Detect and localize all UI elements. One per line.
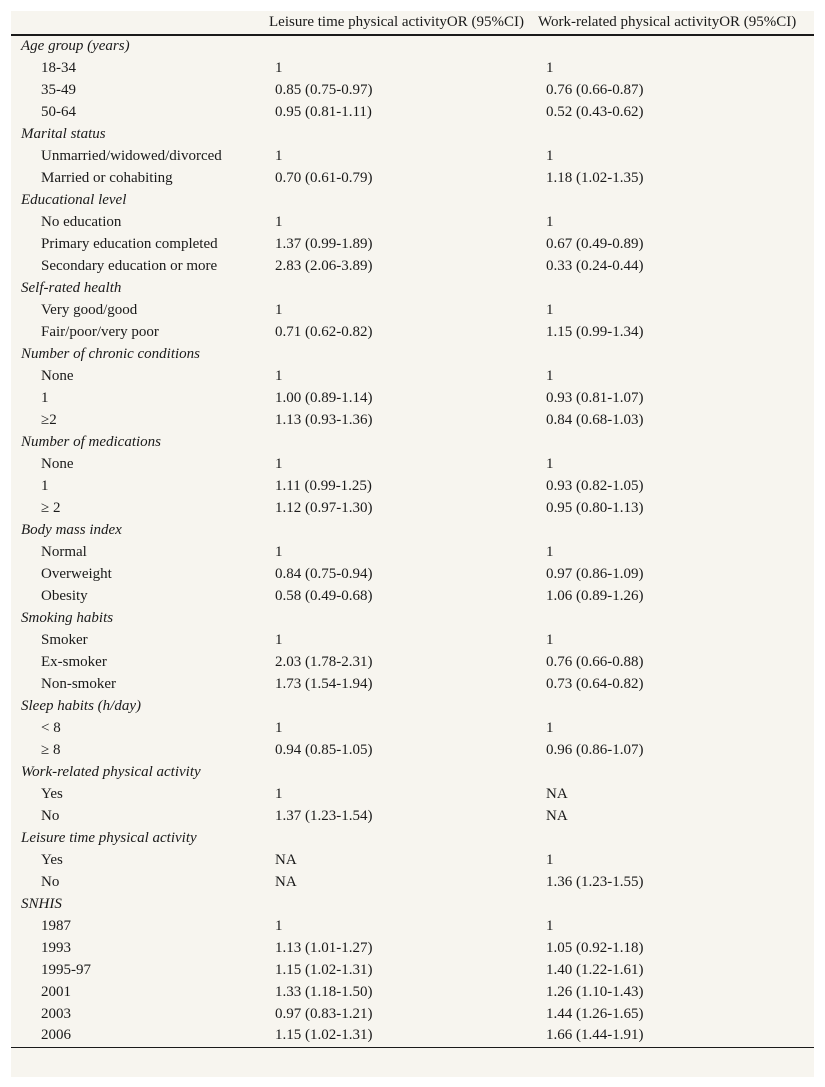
leisure-or-cell: 1 <box>275 543 283 560</box>
leisure-or-cell: 1 <box>275 147 283 164</box>
row-label: 50-64 <box>41 103 76 120</box>
leisure-or-cell: 0.70 (0.61-0.79) <box>275 169 373 186</box>
table-row <box>11 629 814 651</box>
leisure-or-cell: 1.73 (1.54-1.94) <box>275 675 373 692</box>
row-label: Secondary education or more <box>41 257 218 274</box>
work-or-cell: 0.33 (0.24-0.44) <box>546 257 644 274</box>
table-row <box>11 783 814 805</box>
results-table-panel <box>11 11 814 1077</box>
leisure-or-cell: 0.58 (0.49-0.68) <box>275 587 373 604</box>
group-title: Body mass index <box>21 521 122 538</box>
leisure-or-cell: 0.95 (0.81-1.11) <box>275 103 372 120</box>
odds-ratio-table <box>11 11 814 1048</box>
row-label: Unmarried/widowed/divorced <box>41 147 222 164</box>
table-row <box>11 387 814 409</box>
leisure-or-cell: 0.97 (0.83-1.21) <box>275 1005 373 1022</box>
group-title: Work-related physical activity <box>21 763 201 780</box>
leisure-or-cell: 0.85 (0.75-0.97) <box>275 81 373 98</box>
row-label: 1 <box>41 389 49 406</box>
row-label: ≥ 2 <box>41 499 61 516</box>
work-or-cell: 1.18 (1.02-1.35) <box>546 169 644 186</box>
group-title: SNHIS <box>21 895 62 912</box>
leisure-or-cell: 1 <box>275 59 283 76</box>
table-row <box>11 717 814 739</box>
row-label: 1995-97 <box>41 961 91 978</box>
work-or-cell: NA <box>546 785 568 802</box>
group-title: Leisure time physical activity <box>21 829 197 846</box>
header-work-related-or: Work-related physical activityOR (95%CI) <box>536 11 814 35</box>
row-label: ≥ 8 <box>41 741 61 758</box>
work-or-cell: 0.96 (0.86-1.07) <box>546 741 644 758</box>
table-row <box>11 211 814 233</box>
work-or-cell: 1.66 (1.44-1.91) <box>536 1025 814 1047</box>
table-row <box>11 959 814 981</box>
row-label: Obesity <box>41 587 88 604</box>
work-or-cell: 0.84 (0.68-1.03) <box>546 411 644 428</box>
leisure-or-cell: 2.83 (2.06-3.89) <box>275 257 373 274</box>
group-title: Number of chronic conditions <box>21 345 201 362</box>
table-row <box>11 805 814 827</box>
leisure-or-cell: 1.15 (1.02-1.31) <box>268 1025 536 1047</box>
work-or-cell: 0.76 (0.66-0.87) <box>546 81 644 98</box>
leisure-or-cell: 1.33 (1.18-1.50) <box>275 983 373 1000</box>
row-label: None <box>41 367 74 384</box>
table-body <box>11 35 814 1047</box>
work-or-cell: 1 <box>546 367 554 384</box>
leisure-or-cell: 1 <box>275 213 283 230</box>
table-row <box>11 299 814 321</box>
table-row <box>11 365 814 387</box>
table-row <box>11 915 814 937</box>
row-label: No education <box>41 213 122 230</box>
work-or-cell: 1.06 (0.89-1.26) <box>546 587 644 604</box>
table-row <box>11 1025 814 1047</box>
row-label: ≥2 <box>41 411 57 428</box>
leisure-or-cell: 2.03 (1.78-2.31) <box>275 653 373 670</box>
table-row <box>11 871 814 893</box>
row-label: Yes <box>41 785 63 802</box>
table-header <box>11 11 814 35</box>
work-or-cell: 0.93 (0.81-1.07) <box>546 389 644 406</box>
leisure-or-cell: 1 <box>275 719 283 736</box>
group-title: Marital status <box>21 125 106 142</box>
work-or-cell: 1.36 (1.23-1.55) <box>546 873 644 890</box>
leisure-or-cell: 1.37 (1.23-1.54) <box>275 807 373 824</box>
leisure-or-cell: 1 <box>275 301 283 318</box>
work-or-cell: 1 <box>546 147 554 164</box>
leisure-or-cell: 1 <box>275 917 283 934</box>
group-header-row <box>11 189 814 211</box>
group-title: Smoking habits <box>21 609 114 626</box>
leisure-or-cell: 0.71 (0.62-0.82) <box>275 323 373 340</box>
work-or-cell: 0.52 (0.43-0.62) <box>546 103 644 120</box>
row-label: Married or cohabiting <box>41 169 173 186</box>
work-or-cell: 0.97 (0.86-1.09) <box>546 565 644 582</box>
row-label: 2006 <box>11 1025 268 1047</box>
leisure-or-cell: 1.12 (0.97-1.30) <box>275 499 373 516</box>
group-header-row <box>11 123 814 145</box>
work-or-cell: 1 <box>546 543 554 560</box>
table-row <box>11 145 814 167</box>
row-label: Smoker <box>41 631 88 648</box>
leisure-or-cell: 1.15 (1.02-1.31) <box>275 961 373 978</box>
row-label: Fair/poor/very poor <box>41 323 159 340</box>
table-row <box>11 651 814 673</box>
leisure-or-cell: 1.13 (1.01-1.27) <box>275 939 373 956</box>
row-label: No <box>41 807 60 824</box>
group-title: Age group (years) <box>21 38 130 54</box>
row-label: 1 <box>41 477 49 494</box>
row-label: 2003 <box>41 1005 71 1022</box>
table-row <box>11 475 814 497</box>
row-label: Overweight <box>41 565 112 582</box>
group-title: Self-rated health <box>21 279 122 296</box>
table-row <box>11 101 814 123</box>
row-label: Yes <box>41 851 63 868</box>
work-or-cell: 0.76 (0.66-0.88) <box>546 653 644 670</box>
leisure-or-cell: NA <box>275 851 297 868</box>
group-header-row <box>11 519 814 541</box>
row-label: 1987 <box>41 917 71 934</box>
work-or-cell: 1 <box>546 719 554 736</box>
table-row <box>11 739 814 761</box>
table-row <box>11 57 814 79</box>
work-or-cell: 1.05 (0.92-1.18) <box>546 939 644 956</box>
group-title: Number of medications <box>21 433 161 450</box>
leisure-or-cell: 1.11 (0.99-1.25) <box>275 477 372 494</box>
table-row <box>11 453 814 475</box>
row-label: Primary education completed <box>41 235 218 252</box>
leisure-or-cell: 1.13 (0.93-1.36) <box>275 411 373 428</box>
group-header-row <box>11 827 814 849</box>
group-header-row <box>11 431 814 453</box>
table-row <box>11 167 814 189</box>
table-row <box>11 563 814 585</box>
leisure-or-cell: NA <box>275 873 297 890</box>
group-header-row <box>11 607 814 629</box>
work-or-cell: 0.67 (0.49-0.89) <box>546 235 644 252</box>
leisure-or-cell: 0.84 (0.75-0.94) <box>275 565 373 582</box>
leisure-or-cell: 1 <box>275 785 283 802</box>
header-leisure-time-or: Leisure time physical activityOR (95%CI) <box>268 11 536 35</box>
table-row <box>11 937 814 959</box>
work-or-cell: 0.73 (0.64-0.82) <box>546 675 644 692</box>
table-row <box>11 79 814 101</box>
leisure-or-cell: 0.94 (0.85-1.05) <box>275 741 373 758</box>
table-row <box>11 409 814 431</box>
work-or-cell: NA <box>546 807 568 824</box>
table-row <box>11 1003 814 1025</box>
work-or-cell: 1.40 (1.22-1.61) <box>546 961 644 978</box>
work-or-cell: 1 <box>546 851 554 868</box>
leisure-or-cell: 1 <box>275 367 283 384</box>
table-row <box>11 541 814 563</box>
group-header-row <box>11 695 814 717</box>
work-or-cell: 1 <box>546 917 554 934</box>
work-or-cell: 1.26 (1.10-1.43) <box>546 983 644 1000</box>
group-header-row <box>11 343 814 365</box>
leisure-or-cell: 1.00 (0.89-1.14) <box>275 389 373 406</box>
leisure-or-cell: 1 <box>275 455 283 472</box>
row-label: Very good/good <box>41 301 138 318</box>
table-row <box>11 585 814 607</box>
table-row <box>11 981 814 1003</box>
row-label: 18-34 <box>41 59 76 76</box>
header-row <box>11 11 814 35</box>
header-variable <box>11 11 268 35</box>
row-label: 35-49 <box>41 81 76 98</box>
row-label: Normal <box>41 543 87 560</box>
group-header-row <box>11 35 814 57</box>
work-or-cell: 1 <box>546 59 554 76</box>
work-or-cell: 1 <box>546 455 554 472</box>
work-or-cell: 1.15 (0.99-1.34) <box>546 323 644 340</box>
group-title: Educational level <box>21 191 127 208</box>
table-row <box>11 321 814 343</box>
work-or-cell: 1.44 (1.26-1.65) <box>546 1005 644 1022</box>
group-header-row <box>11 893 814 915</box>
work-or-cell: 0.93 (0.82-1.05) <box>546 477 644 494</box>
row-label: 2001 <box>41 983 71 1000</box>
group-title: Sleep habits (h/day) <box>21 697 141 714</box>
table-row <box>11 849 814 871</box>
row-label: No <box>41 873 60 890</box>
row-label: 1993 <box>41 939 71 956</box>
work-or-cell: 1 <box>546 631 554 648</box>
leisure-or-cell: 1.37 (0.99-1.89) <box>275 235 373 252</box>
table-row <box>11 255 814 277</box>
work-or-cell: 1 <box>546 301 554 318</box>
leisure-or-cell: 1 <box>275 631 283 648</box>
group-header-row <box>11 277 814 299</box>
table-row <box>11 233 814 255</box>
row-label: Non-smoker <box>41 675 116 692</box>
work-or-cell: 0.95 (0.80-1.13) <box>546 499 644 516</box>
group-header-row <box>11 761 814 783</box>
row-label: Ex-smoker <box>41 653 107 670</box>
table-row <box>11 497 814 519</box>
table-row <box>11 673 814 695</box>
work-or-cell: 1 <box>546 213 554 230</box>
row-label: < 8 <box>41 719 61 736</box>
row-label: None <box>41 455 74 472</box>
